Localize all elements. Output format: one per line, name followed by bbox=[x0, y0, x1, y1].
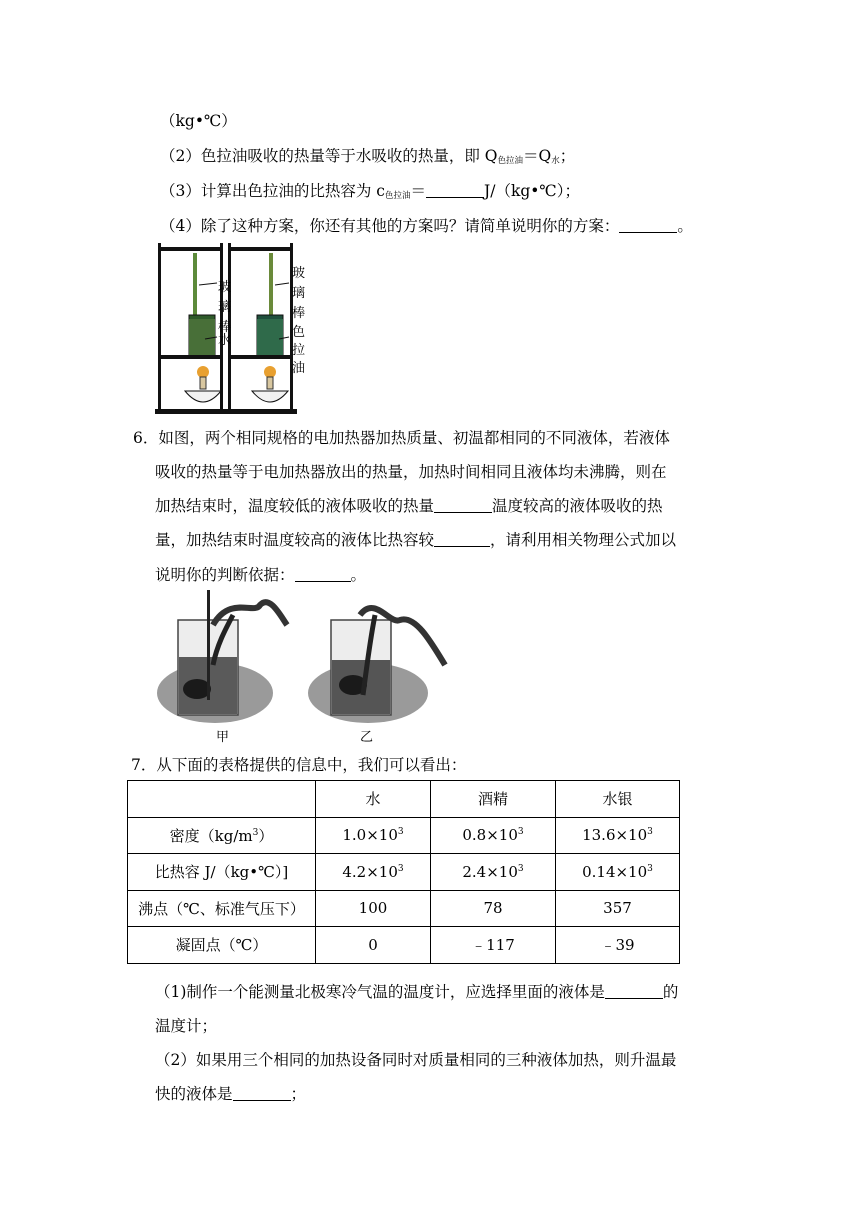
label-glass-rod-left: 玻璃棒 bbox=[218, 280, 232, 335]
q5-step-2-sub-water: 水 bbox=[551, 156, 560, 166]
answer-blank[interactable] bbox=[295, 567, 351, 582]
q6-line-3 bbox=[155, 496, 663, 516]
q6-line-4 bbox=[155, 530, 676, 550]
q7-part-2: （2）如果用三个相同的加热设备同时对质量相同的三种液体加热，则升温最 bbox=[155, 1051, 677, 1069]
table-cell: ﹣117 bbox=[431, 927, 556, 964]
q5-step-3 bbox=[160, 181, 580, 206]
q6-line-5-a: 说明你的判断依据： bbox=[155, 566, 295, 584]
table-row bbox=[128, 854, 680, 891]
q5-step-4-end: 。 bbox=[677, 217, 693, 235]
heating-apparatus-figure bbox=[155, 243, 315, 415]
row-label: 密度$(kg/m^3)$ bbox=[128, 817, 316, 854]
q5-step-2 bbox=[160, 146, 575, 171]
unit-continuation: （kg•℃） bbox=[160, 112, 237, 130]
table-cell: 78 bbox=[431, 890, 556, 927]
table-header-row bbox=[128, 781, 680, 818]
q6-line-3-b: 温度较高的液体吸收的热 bbox=[492, 497, 663, 515]
table-cell: ﹣39 bbox=[556, 927, 680, 964]
beaker-heaters-figure bbox=[155, 585, 450, 730]
q6-line-5 bbox=[155, 565, 366, 585]
q5-step-4 bbox=[160, 216, 693, 236]
q5-step-2-text: （2）色拉油吸收的热量等于水吸收的热量，即 Q bbox=[160, 147, 498, 165]
header-cell bbox=[128, 781, 316, 818]
q7-part-1-a: （1)制作一个能测量北极寒冷气温的温度计，应选择里面的液体是 bbox=[155, 983, 605, 1001]
answer-blank[interactable] bbox=[619, 218, 677, 233]
table-row bbox=[128, 890, 680, 927]
q7-part-2-cont bbox=[155, 1084, 306, 1104]
q5-step-2-eq: ＝Q bbox=[523, 147, 552, 165]
q6-line-4-b: ，请利用相关物理公式加以 bbox=[490, 531, 677, 549]
answer-blank[interactable] bbox=[605, 984, 663, 999]
q7-part-1-b: 的 bbox=[662, 983, 679, 1001]
q7-intro: 7．从下面的表格提供的信息中，我们可以看出： bbox=[131, 756, 467, 774]
label-yi: 乙 bbox=[360, 730, 374, 745]
q5-step-3-unit: J/（kg•℃）； bbox=[484, 182, 580, 200]
q6-line-5-b: 。 bbox=[350, 566, 367, 584]
q5-step-2-end: ； bbox=[559, 147, 576, 165]
q7-part-2-b: 快的液体是 bbox=[155, 1085, 233, 1103]
table-row bbox=[128, 817, 680, 854]
answer-blank[interactable] bbox=[426, 183, 484, 198]
table-cell: $2.4\times 10^3$ bbox=[431, 854, 556, 891]
q6-line-4-a: 量，加热结束时温度较高的液体比热容较 bbox=[155, 531, 435, 549]
header-cell: 水 bbox=[316, 781, 431, 818]
table-cell: $0.14\times 10^3$ bbox=[556, 854, 680, 891]
table-cell: $1.0\times 10^3$ bbox=[316, 817, 431, 854]
q5-step-4-text: （4）除了这种方案，你还有其他的方案吗？请简单说明你的方案： bbox=[160, 217, 620, 235]
table-row bbox=[128, 927, 680, 964]
q5-step-2-sub-oil: 色拉油 bbox=[497, 156, 524, 166]
label-water: 水 bbox=[218, 333, 232, 348]
answer-blank[interactable] bbox=[434, 532, 490, 547]
table-cell: $0.8\times 10^3$ bbox=[431, 817, 556, 854]
liquid-properties-table bbox=[127, 780, 680, 964]
answer-blank[interactable] bbox=[233, 1086, 291, 1101]
header-cell: 水银 bbox=[556, 781, 680, 818]
q7-part-1 bbox=[155, 982, 678, 1002]
label-salad-oil: 色拉油 bbox=[292, 325, 306, 376]
table-cell: 0 bbox=[316, 927, 431, 964]
row-label: 凝固点（℃） bbox=[128, 927, 316, 964]
table-cell: 357 bbox=[556, 890, 680, 927]
q7-part-2-c: ； bbox=[290, 1085, 307, 1103]
q5-step-3-sub-oil: 色拉油 bbox=[384, 191, 411, 201]
q5-step-3-eq: ＝ bbox=[410, 182, 427, 200]
row-label: 比热容 J/（kg•℃）] bbox=[128, 854, 316, 891]
q5-step-3-text: （3）计算出色拉油的比热容为 c bbox=[160, 182, 385, 200]
row-label: 沸点（℃、标准气压下） bbox=[128, 890, 316, 927]
label-glass-rod-right: 玻璃棒 bbox=[292, 266, 306, 321]
q6-line-3-a: 加热结束时，温度较低的液体吸收的热量 bbox=[155, 497, 435, 515]
label-jia: 甲 bbox=[216, 730, 230, 745]
q6-line-2: 吸收的热量等于电加热器放出的热量，加热时间相同且液体均未沸腾，则在 bbox=[155, 463, 667, 481]
table-cell: 100 bbox=[316, 890, 431, 927]
table-cell: $4.2\times 10^3$ bbox=[316, 854, 431, 891]
table-cell: $13.6\times 10^3$ bbox=[556, 817, 680, 854]
answer-blank[interactable] bbox=[434, 498, 492, 513]
header-cell: 酒精 bbox=[431, 781, 556, 818]
q6-line-1: 6．如图，两个相同规格的电加热器加热质量、初温都相同的不同液体，若液体 bbox=[133, 429, 670, 447]
q7-part-1-cont: 温度计； bbox=[155, 1017, 218, 1035]
